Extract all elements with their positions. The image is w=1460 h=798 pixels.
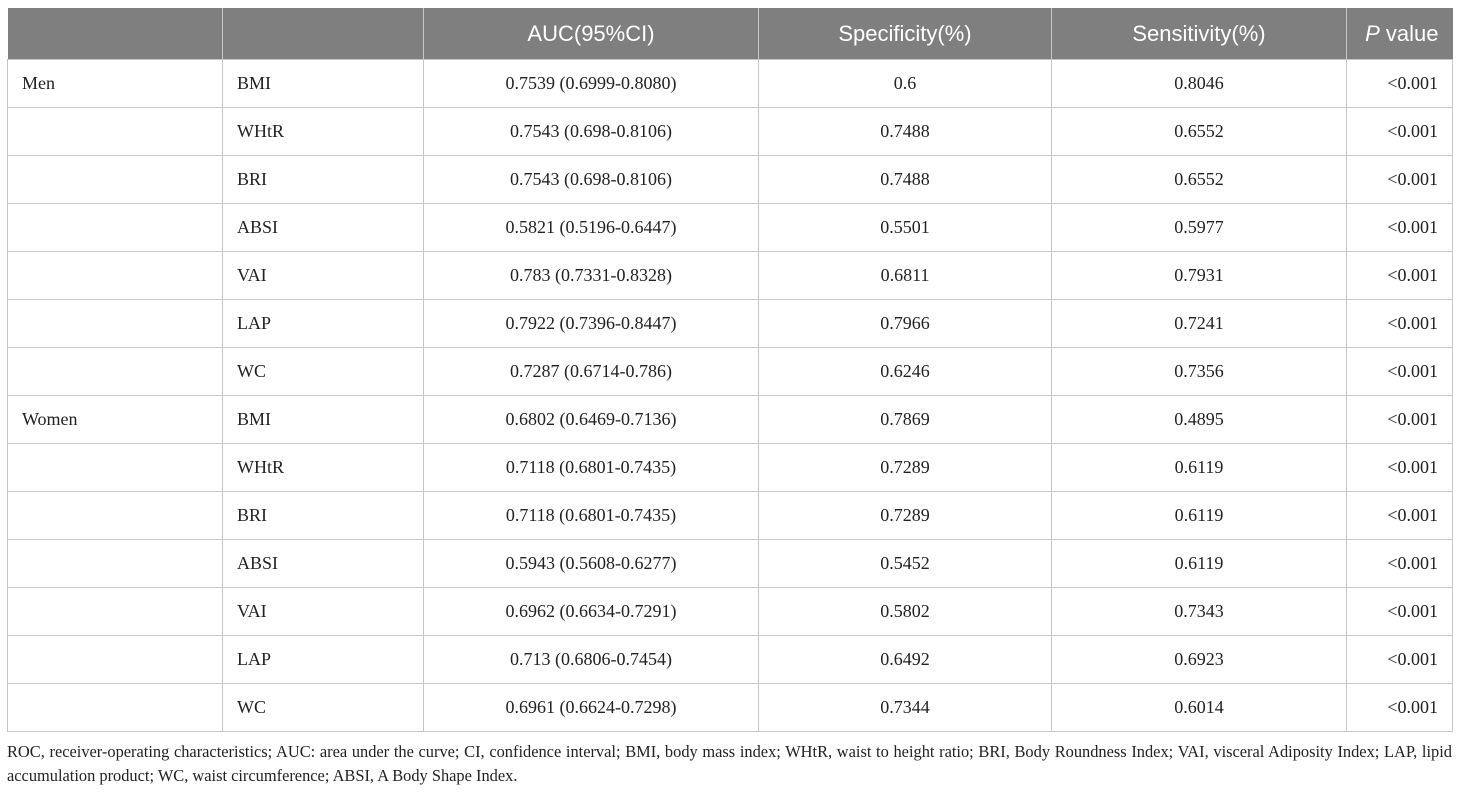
specificity-cell: 0.7289 xyxy=(759,444,1052,492)
specificity-cell: 0.7344 xyxy=(759,684,1052,732)
index-cell: WC xyxy=(223,684,424,732)
sensitivity-cell: 0.7356 xyxy=(1052,348,1347,396)
sensitivity-cell: 0.6014 xyxy=(1052,684,1347,732)
p-value-cell: <0.001 xyxy=(1347,636,1453,684)
specificity-cell: 0.6246 xyxy=(759,348,1052,396)
p-value-cell: <0.001 xyxy=(1347,684,1453,732)
sensitivity-cell: 0.7241 xyxy=(1052,300,1347,348)
specificity-cell: 0.5452 xyxy=(759,540,1052,588)
auc-cell: 0.5821 (0.5196-0.6447) xyxy=(424,204,759,252)
sensitivity-cell: 0.6552 xyxy=(1052,156,1347,204)
group-cell xyxy=(8,444,223,492)
specificity-cell: 0.7488 xyxy=(759,108,1052,156)
group-cell xyxy=(8,540,223,588)
sensitivity-cell: 0.7343 xyxy=(1052,588,1347,636)
auc-cell: 0.7287 (0.6714-0.786) xyxy=(424,348,759,396)
table-row xyxy=(8,684,1453,732)
specificity-cell: 0.5501 xyxy=(759,204,1052,252)
auc-cell: 0.6961 (0.6624-0.7298) xyxy=(424,684,759,732)
group-cell xyxy=(8,156,223,204)
index-cell: WHtR xyxy=(223,108,424,156)
table-footnote: ROC, receiver-operating characteristics; AUC: area under the curve; CI, confidence interval; BMI, body mass index; WHtR, waist to height ratio; BRI, Body Roundness Index; VAI, visceral Adiposity Index; LAP, lipid accumulation product; WC, waist circumference; ABSI, A Body Shape Index. xyxy=(7,742,1452,785)
auc-cell: 0.7539 (0.6999-0.8080) xyxy=(424,60,759,108)
table-row xyxy=(8,300,1453,348)
table-row xyxy=(8,108,1453,156)
p-value-cell: <0.001 xyxy=(1347,444,1453,492)
group-cell: Women xyxy=(8,396,223,444)
p-value-cell: <0.001 xyxy=(1347,396,1453,444)
p-value-cell: <0.001 xyxy=(1347,252,1453,300)
group-cell xyxy=(8,588,223,636)
table-row xyxy=(8,444,1453,492)
table-row xyxy=(8,60,1453,108)
table-row xyxy=(8,348,1453,396)
index-cell: LAP xyxy=(223,636,424,684)
header-group xyxy=(8,8,223,60)
p-value-cell: <0.001 xyxy=(1347,492,1453,540)
index-cell: WHtR xyxy=(223,444,424,492)
sensitivity-cell: 0.4895 xyxy=(1052,396,1347,444)
auc-cell: 0.6802 (0.6469-0.7136) xyxy=(424,396,759,444)
specificity-cell: 0.7289 xyxy=(759,492,1052,540)
header-specificity: Specificity(%) xyxy=(759,8,1052,60)
table-body xyxy=(8,60,1453,732)
p-value-cell: <0.001 xyxy=(1347,588,1453,636)
table-row xyxy=(8,252,1453,300)
p-value-cell: <0.001 xyxy=(1347,108,1453,156)
p-value-cell: <0.001 xyxy=(1347,540,1453,588)
index-cell: BMI xyxy=(223,396,424,444)
table-header-row xyxy=(8,8,1453,60)
index-cell: ABSI xyxy=(223,540,424,588)
group-cell xyxy=(8,252,223,300)
auc-cell: 0.7118 (0.6801-0.7435) xyxy=(424,444,759,492)
header-index xyxy=(223,8,424,60)
sensitivity-cell: 0.8046 xyxy=(1052,60,1347,108)
group-cell xyxy=(8,636,223,684)
sensitivity-cell: 0.6119 xyxy=(1052,444,1347,492)
header-sensitivity: Sensitivity(%) xyxy=(1052,8,1347,60)
index-cell: WC xyxy=(223,348,424,396)
group-cell xyxy=(8,204,223,252)
specificity-cell: 0.6811 xyxy=(759,252,1052,300)
index-cell: BRI xyxy=(223,492,424,540)
header-p-suffix: value xyxy=(1379,20,1439,46)
group-cell xyxy=(8,684,223,732)
p-value-cell: <0.001 xyxy=(1347,348,1453,396)
p-value-cell: <0.001 xyxy=(1347,60,1453,108)
auc-cell: 0.5943 (0.5608-0.6277) xyxy=(424,540,759,588)
auc-cell: 0.7543 (0.698-0.8106) xyxy=(424,108,759,156)
results-table-container xyxy=(7,8,1452,732)
auc-cell: 0.6962 (0.6634-0.7291) xyxy=(424,588,759,636)
table-row xyxy=(8,396,1453,444)
index-cell: ABSI xyxy=(223,204,424,252)
index-cell: LAP xyxy=(223,300,424,348)
table-row xyxy=(8,636,1453,684)
header-auc: AUC(95%CI) xyxy=(424,8,759,60)
specificity-cell: 0.7869 xyxy=(759,396,1052,444)
specificity-cell: 0.7488 xyxy=(759,156,1052,204)
sensitivity-cell: 0.6119 xyxy=(1052,492,1347,540)
table-row xyxy=(8,492,1453,540)
group-cell xyxy=(8,348,223,396)
p-value-cell: <0.001 xyxy=(1347,204,1453,252)
table-row xyxy=(8,204,1453,252)
auc-cell: 0.713 (0.6806-0.7454) xyxy=(424,636,759,684)
header-p-value xyxy=(1347,8,1453,60)
auc-cell: 0.7922 (0.7396-0.8447) xyxy=(424,300,759,348)
specificity-cell: 0.6 xyxy=(759,60,1052,108)
p-value-cell: <0.001 xyxy=(1347,300,1453,348)
index-cell: BMI xyxy=(223,60,424,108)
auc-cell: 0.783 (0.7331-0.8328) xyxy=(424,252,759,300)
index-cell: BRI xyxy=(223,156,424,204)
header-p-letter: P xyxy=(1365,20,1380,46)
index-cell: VAI xyxy=(223,252,424,300)
group-cell xyxy=(8,300,223,348)
sensitivity-cell: 0.6923 xyxy=(1052,636,1347,684)
roc-results-table xyxy=(7,8,1453,732)
auc-cell: 0.7543 (0.698-0.8106) xyxy=(424,156,759,204)
specificity-cell: 0.6492 xyxy=(759,636,1052,684)
group-cell xyxy=(8,108,223,156)
table-row xyxy=(8,156,1453,204)
group-cell xyxy=(8,492,223,540)
sensitivity-cell: 0.5977 xyxy=(1052,204,1347,252)
p-value-cell: <0.001 xyxy=(1347,156,1453,204)
sensitivity-cell: 0.7931 xyxy=(1052,252,1347,300)
sensitivity-cell: 0.6552 xyxy=(1052,108,1347,156)
group-cell: Men xyxy=(8,60,223,108)
auc-cell: 0.7118 (0.6801-0.7435) xyxy=(424,492,759,540)
specificity-cell: 0.5802 xyxy=(759,588,1052,636)
specificity-cell: 0.7966 xyxy=(759,300,1052,348)
sensitivity-cell: 0.6119 xyxy=(1052,540,1347,588)
table-row xyxy=(8,588,1453,636)
table-row xyxy=(8,540,1453,588)
index-cell: VAI xyxy=(223,588,424,636)
